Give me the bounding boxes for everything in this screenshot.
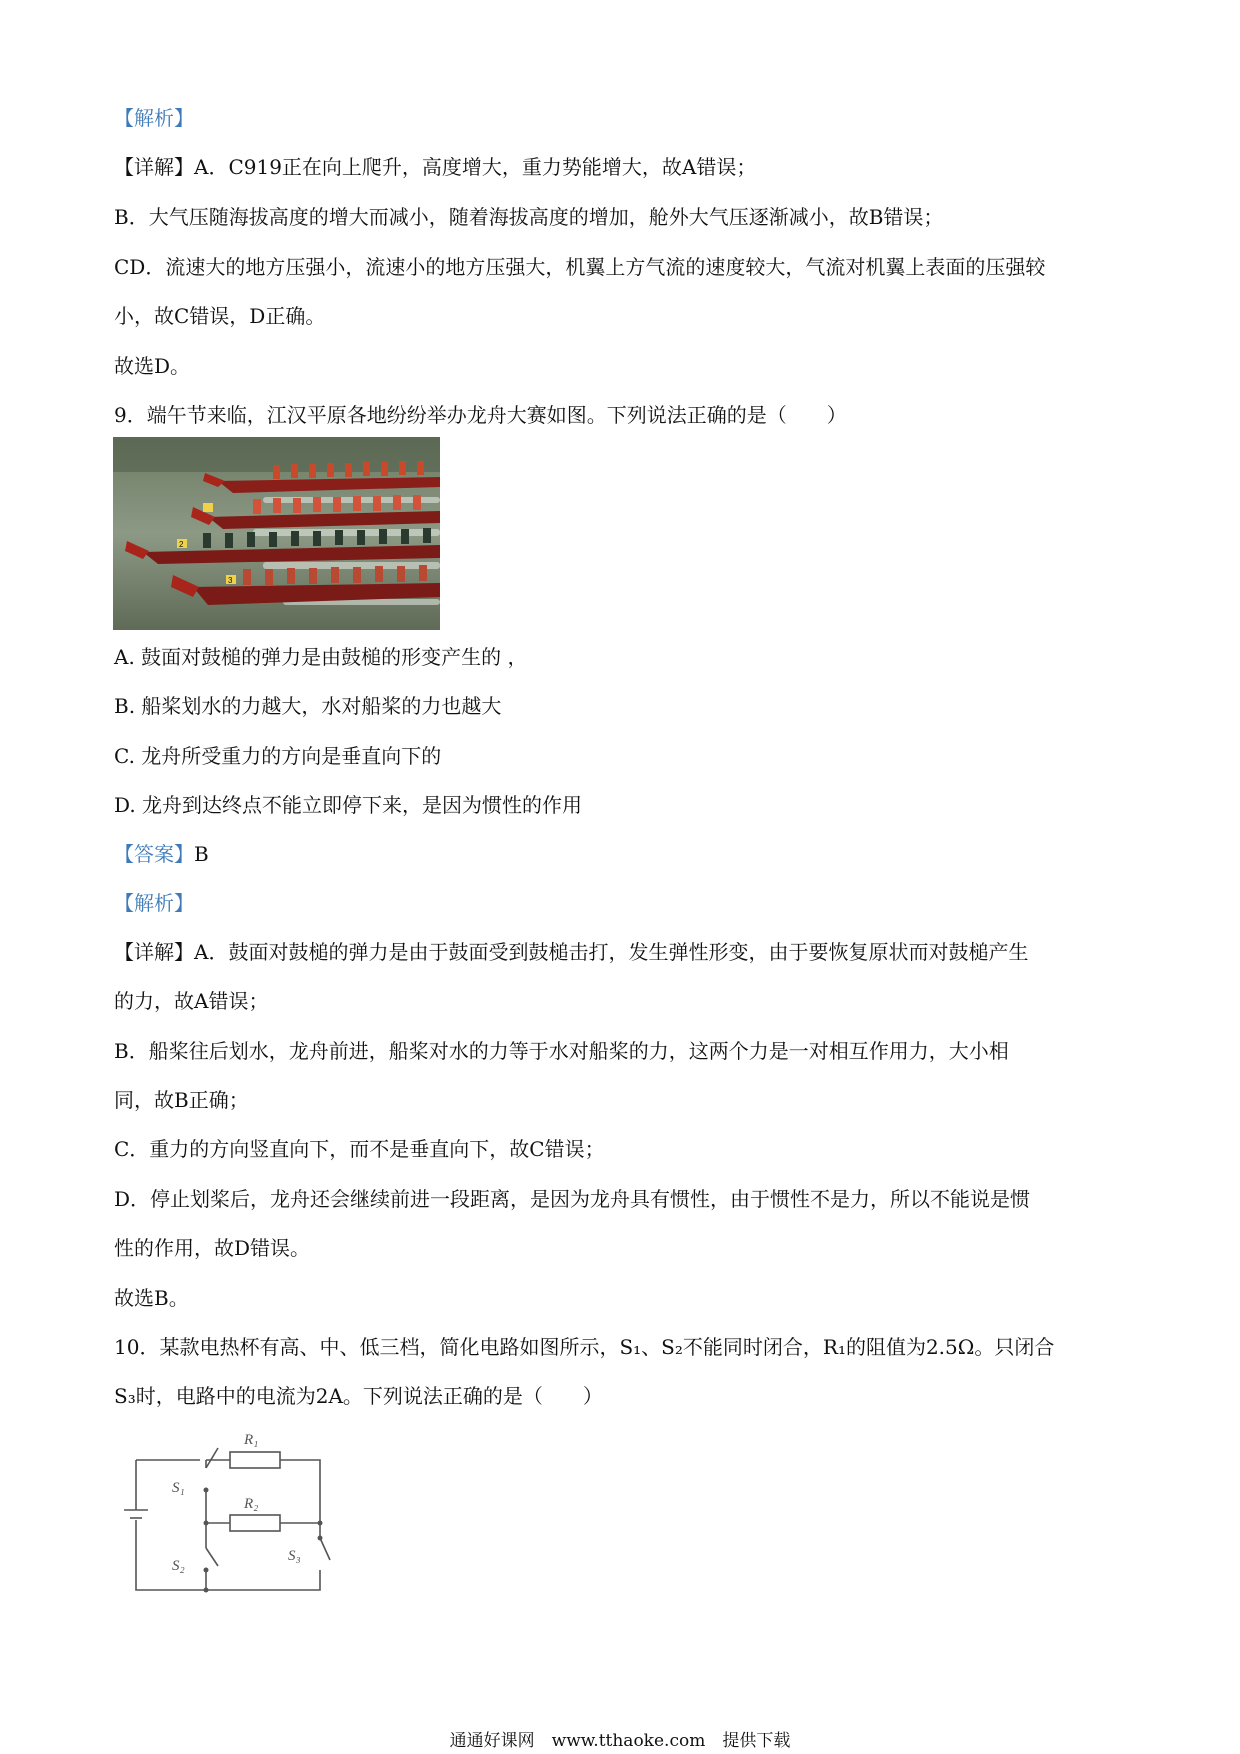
q9-detail-b-1: B．船桨往后划水，龙舟前进，船桨对水的力等于水对船桨的力，这两个力是一对相互作用力，大小相 bbox=[114, 1039, 1009, 1063]
prev-select: 故选D。 bbox=[114, 354, 191, 378]
detail-a-text: A．鼓面对鼓槌的弹力是由于鼓面受到鼓槌击打，发生弹性形变，由于要恢复原状而对鼓槌产生 bbox=[194, 940, 1029, 964]
dragon-boat-photo bbox=[113, 437, 440, 630]
q9-detail-a-2: 的力，故A错误； bbox=[114, 989, 269, 1013]
label-r2: R₂ bbox=[244, 1496, 259, 1512]
q9-stem: 9．端午节来临，江汉平原各地纷纷举办龙舟大赛如图。下列说法正确的是（ ） bbox=[114, 403, 847, 427]
q9-detail-c: C．重力的方向竖直向下，而不是垂直向下，故C错误； bbox=[114, 1137, 605, 1161]
prev-detail-a: 【详解】A．C919正在向上爬升，高度增大，重力势能增大，故A错误； bbox=[114, 155, 757, 179]
q9-answer bbox=[114, 839, 209, 869]
q9-option-c: C. 龙舟所受重力的方向是垂直向下的 bbox=[114, 744, 442, 768]
q9-select: 故选B。 bbox=[114, 1286, 189, 1310]
q9-detail-d-2: 性的作用，故D错误。 bbox=[114, 1236, 311, 1260]
q9-option-a: A. 鼓面对鼓槌的弹力是由鼓槌的形变产生的 ， bbox=[114, 645, 528, 669]
resistor-r1 bbox=[230, 1452, 280, 1468]
label-s2: S₂ bbox=[172, 1558, 185, 1574]
prev-analysis-heading: 【解析】 bbox=[114, 106, 194, 130]
label-s3: S₃ bbox=[288, 1548, 301, 1564]
label-r1: R₁ bbox=[244, 1432, 259, 1448]
q10-stem-1: 10．某款电热杯有高、中、低三档，简化电路如图所示，S₁、S₂不能同时闭合，R₁的阻值为2.5Ω。只闭合 bbox=[114, 1335, 1055, 1359]
page-footer: 通通好课网 www.tthaoke.com 提供下载 bbox=[449, 1731, 791, 1751]
detail-tag: 【详解】 bbox=[114, 940, 194, 964]
resistor-r2 bbox=[230, 1515, 280, 1531]
answer-value: B bbox=[194, 842, 209, 866]
q9-option-b: B. 船桨划水的力越大，水对船桨的力也越大 bbox=[114, 694, 502, 718]
q9-option-d: D. 龙舟到达终点不能立即停下来，是因为惯性的作用 bbox=[114, 793, 583, 817]
prev-detail-b: B．大气压随海拔高度的增大而减小，随着海拔高度的增加，舱外大气压逐渐减小，故B错误； bbox=[114, 205, 944, 229]
q9-detail-b-2: 同，故B正确； bbox=[114, 1088, 249, 1112]
prev-detail-cd-2: 小，故C错误，D正确。 bbox=[114, 304, 326, 328]
circuit-diagram bbox=[110, 1420, 350, 1600]
label-s1: S₁ bbox=[172, 1480, 185, 1496]
boat-number-3: 3 bbox=[228, 576, 233, 585]
q9-detail-a-1 bbox=[114, 937, 1028, 967]
q9-analysis-heading: 【解析】 bbox=[114, 891, 194, 915]
prev-detail-cd-1: CD．流速大的地方压强小，流速小的地方压强大，机翼上方气流的速度较大，气流对机翼上表面的压强较 bbox=[114, 255, 1046, 279]
answer-tag: 【答案】 bbox=[114, 842, 194, 866]
boat-number-2: 2 bbox=[179, 540, 184, 549]
q9-detail-d-1: D．停止划桨后，龙舟还会继续前进一段距离，是因为龙舟具有惯性，由于惯性不是力，所以不能说是惯 bbox=[114, 1187, 1031, 1211]
q10-stem-2: S₃时，电路中的电流为2A。下列说法正确的是（ ） bbox=[114, 1384, 603, 1408]
